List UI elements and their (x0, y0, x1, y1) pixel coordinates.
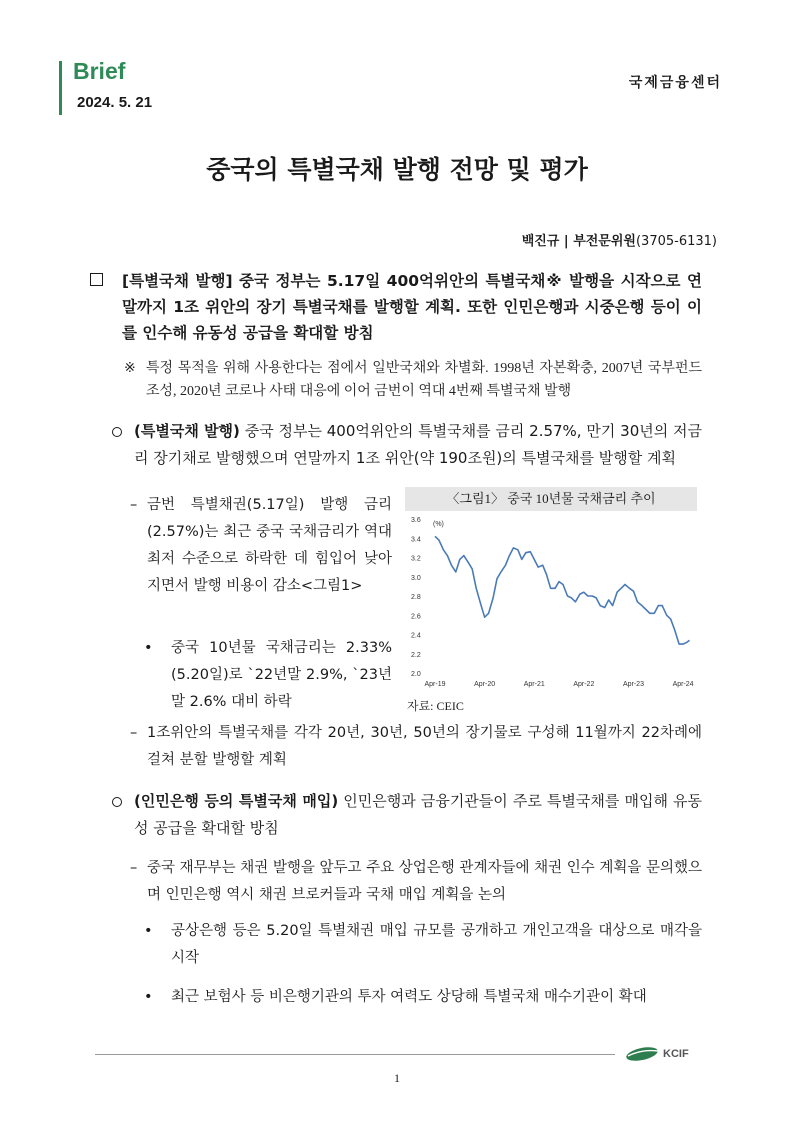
main-point (90, 268, 702, 346)
footer-logo-text: KCIF (663, 1048, 689, 1060)
checkbox-square-icon (90, 273, 103, 286)
x-tick-label: Apr-20 (474, 681, 496, 688)
section2-bullet-1 (144, 918, 702, 972)
x-tick-label: Apr-22 (573, 681, 595, 688)
circle-bullet-icon (112, 427, 122, 437)
footer-divider (95, 1054, 615, 1055)
yield-chart (405, 511, 697, 692)
section2-dash-1 (130, 855, 702, 909)
author-separator: | (559, 234, 574, 249)
author-line (522, 230, 717, 249)
section2-heading: (인민은행 등의 특별국채 매입) (134, 792, 339, 810)
y-tick-label: 2.0 (411, 671, 421, 678)
dash-marker: – (130, 860, 138, 876)
bullet-marker: • (144, 923, 153, 939)
kcif-logo-icon (625, 1045, 661, 1063)
section1-bullet1-text: 중국 10년물 국채금리는 2.33%(5.20일)로 `22년말 2.9%, `23년말 2.6% 대비 하락 (171, 640, 392, 710)
footnote-text: 특정 목적을 위해 사용한다는 점에서 일반국채와 차별화. 1998년 자본확충, 2007년 국부펀드 조성, 2020년 코로나 사태 대응에 이어 금번이 역대 4번째 특별국채 발행 (146, 361, 702, 399)
section-pboc-purchase (112, 788, 702, 842)
dash-marker: – (130, 725, 138, 741)
y-tick-label: 3.6 (411, 517, 421, 524)
section1-bullet-1 (144, 635, 392, 716)
organization-name: 국제금융센터 (628, 75, 722, 91)
main-point-text: [특별국채 발행] 중국 정부는 5.17일 400억위안의 특별국채※ 발행을 시작으로 연말까지 1조 위안의 장기 특별국채를 발행할 계획. 또한 인민은행과 시중은행 등이 이를 인수해 유동성 공급을 확대할 방침 (122, 272, 702, 342)
chart-title: 〈그림1〉 중국 10년물 국채금리 추이 (405, 487, 697, 511)
x-tick-label: Apr-19 (424, 681, 446, 688)
author-phone: (3705-6131) (635, 234, 717, 249)
section-special-bond-issuance (112, 418, 702, 472)
series-line-10y-yield (435, 536, 690, 644)
section1-body: 중국 정부는 400억위안의 특별국채를 금리 2.57%, 만기 30년의 저금리 장기채로 발행했으며 연말까지 1조 위안(약 190조원)의 특별국채를 발행할 계획 (134, 422, 702, 467)
brief-label: Brief (73, 58, 126, 84)
section2-dash1-text: 중국 재무부는 채권 발행을 앞두고 주요 상업은행 관계자들에 채권 인수 계획을 문의했으며 인민은행 역시 채권 브로커들과 국채 매입 계획을 논의 (147, 860, 702, 903)
section2-bullet-2 (144, 984, 702, 1011)
x-tick-label: Apr-23 (622, 681, 644, 688)
y-unit-label: (%) (433, 521, 444, 528)
y-tick-label: 3.2 (411, 555, 421, 563)
y-tick-label: 2.2 (411, 651, 421, 659)
y-tick-label: 2.4 (411, 632, 421, 640)
y-tick-label: 3.0 (411, 574, 421, 582)
x-tick-label: Apr-24 (672, 681, 694, 688)
section2-body: 인민은행과 금융기관들이 주로 특별국채를 매입해 유동성 공급을 확대할 방침 (134, 792, 702, 837)
y-tick-label: 3.4 (411, 536, 421, 544)
y-tick-label: 2.6 (411, 613, 421, 621)
page-title: 중국의 특별국채 발행 전망 및 평가 (206, 155, 588, 184)
bullet-marker: • (144, 989, 153, 1005)
author-name: 백진규 (521, 234, 560, 249)
section2-bullet1-text: 공상은행 등은 5.20일 특별채권 매입 규모를 공개하고 개인고객을 대상으로 매각을 시작 (171, 923, 702, 966)
section1-dash-2 (130, 720, 702, 774)
x-tick-label: Apr-21 (523, 681, 545, 688)
page-number: 1 (394, 1071, 400, 1085)
section1-dash2-text: 1조위안의 특별국채를 각각 20년, 30년, 50년의 장기물로 구성해 11월까지 22차례에 걸쳐 분할 발행할 계획 (147, 725, 702, 768)
bullet-marker: • (144, 640, 153, 656)
dash-marker: – (130, 497, 138, 513)
brief-accent-bar (59, 61, 62, 115)
footnote-mark: ※ (124, 361, 136, 376)
y-tick-label: 2.8 (411, 594, 421, 601)
section2-bullet2-text: 최근 보험사 등 비은행기관의 투자 여력도 상당해 특별국채 매수기관이 확대 (171, 989, 647, 1005)
section1-dash1-text: 금번 특별채권(5.17일) 발행 금리(2.57%)는 최근 중국 국채금리가 역대 최저 수준으로 하락한 데 힘입어 낮아지면서 발행 비용이 감소<그림1> (147, 497, 392, 594)
section1-dash-1 (130, 492, 392, 600)
section1-heading: (특별국채 발행) (134, 422, 240, 440)
author-role: 부전문위원 (573, 234, 636, 249)
circle-bullet-icon (112, 797, 122, 807)
chart-source: 자료: CEIC (407, 699, 464, 713)
publication-date: 2024. 5. 21 (77, 94, 153, 111)
footnote (124, 357, 702, 403)
